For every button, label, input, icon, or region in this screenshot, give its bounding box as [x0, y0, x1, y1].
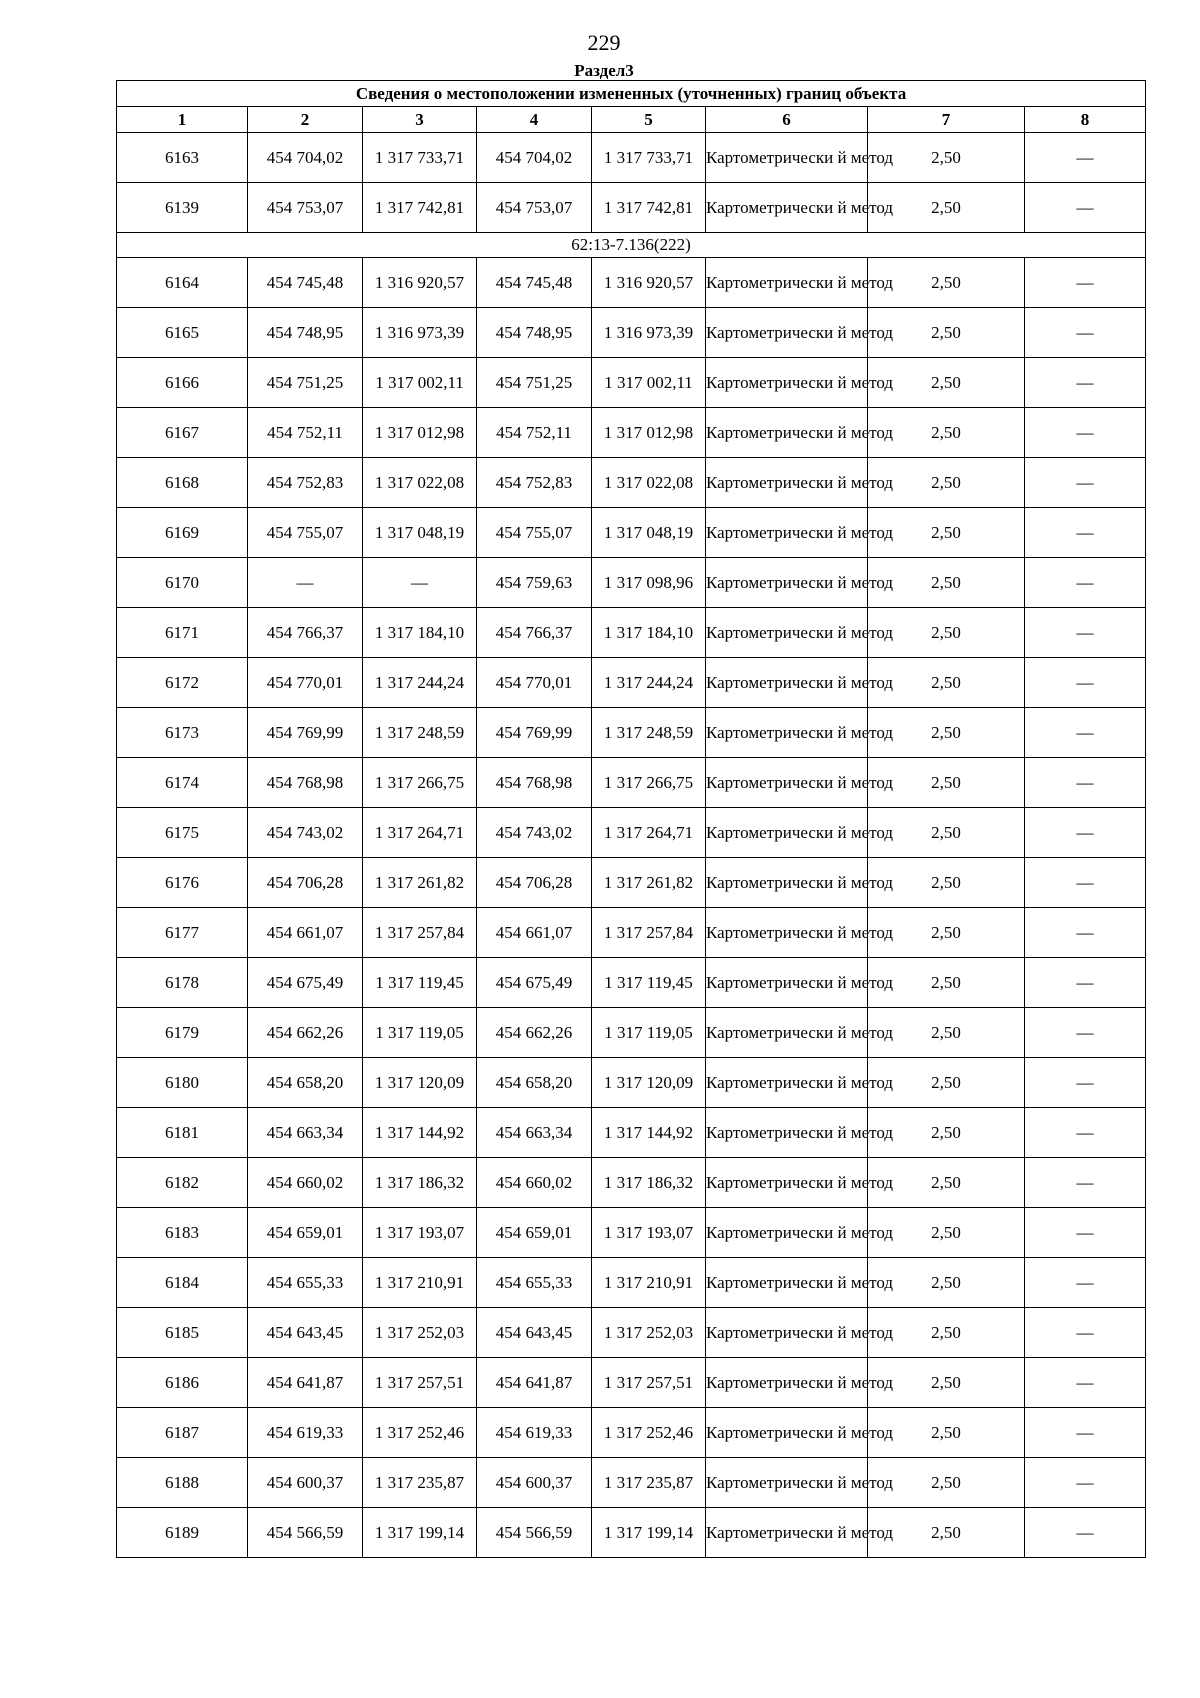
cell-col-4: 454 641,87 — [477, 1358, 592, 1408]
cell-col-2: 454 643,45 — [248, 1308, 363, 1358]
page-number: 229 — [587, 30, 621, 55]
cell-col-5: 1 317 252,03 — [592, 1308, 706, 1358]
column-number-3: 3 — [363, 107, 477, 133]
cell-col-2: 454 752,83 — [248, 458, 363, 508]
cell-col-6: Картометрически й метод — [706, 908, 868, 958]
table-row — [117, 1408, 1146, 1458]
cell-col-5: 1 317 144,92 — [592, 1108, 706, 1158]
cell-col-5: 1 317 264,71 — [592, 808, 706, 858]
table-title: Сведения о местоположении измененных (уточненных) границ объекта — [117, 81, 1146, 107]
column-number-1: 1 — [117, 107, 248, 133]
cell-col-5: 1 317 098,96 — [592, 558, 706, 608]
cell-col-3: 1 317 252,03 — [363, 1308, 477, 1358]
cell-col-2: 454 755,07 — [248, 508, 363, 558]
cell-col-6: Картометрически й метод — [706, 958, 868, 1008]
cell-col-2: 454 619,33 — [248, 1408, 363, 1458]
column-number-7: 7 — [868, 107, 1025, 133]
cell-col-7: 2,50 — [868, 908, 1025, 958]
cell-col-4: 454 675,49 — [477, 958, 592, 1008]
cell-col-8: — — [1025, 133, 1146, 183]
cell-col-8: — — [1025, 1208, 1146, 1258]
cell-col-2: — — [248, 558, 363, 608]
cell-col-3: 1 317 048,19 — [363, 508, 477, 558]
column-number-4: 4 — [477, 107, 592, 133]
cell-col-4: 454 659,01 — [477, 1208, 592, 1258]
cell-col-2: 454 662,26 — [248, 1008, 363, 1058]
cell-col-2: 454 566,59 — [248, 1508, 363, 1558]
cell-col-5: 1 316 920,57 — [592, 258, 706, 308]
table-row — [117, 1108, 1146, 1158]
cell-col-2: 454 745,48 — [248, 258, 363, 308]
cell-col-7: 2,50 — [868, 1108, 1025, 1158]
cell-col-5: 1 317 048,19 — [592, 508, 706, 558]
cell-col-3: 1 317 210,91 — [363, 1258, 477, 1308]
table-row — [117, 358, 1146, 408]
cell-col-6: Картометрически й метод — [706, 658, 868, 708]
cell-col-4: 454 770,01 — [477, 658, 592, 708]
cell-col-7: 2,50 — [868, 1058, 1025, 1108]
cell-col-8: — — [1025, 358, 1146, 408]
cell-col-7: 2,50 — [868, 1358, 1025, 1408]
cell-col-5: 1 317 252,46 — [592, 1408, 706, 1458]
cell-col-2: 454 751,25 — [248, 358, 363, 408]
cell-col-4: 454 743,02 — [477, 808, 592, 858]
cell-col-6: Картометрически й метод — [706, 1008, 868, 1058]
cell-col-1: 6182 — [117, 1158, 248, 1208]
table-row — [117, 958, 1146, 1008]
cell-col-1: 6180 — [117, 1058, 248, 1108]
table-row — [117, 908, 1146, 958]
cell-col-1: 6186 — [117, 1358, 248, 1408]
cell-col-4: 454 658,20 — [477, 1058, 592, 1108]
cell-col-1: 6166 — [117, 358, 248, 408]
cell-col-7: 2,50 — [868, 458, 1025, 508]
cell-col-8: — — [1025, 1458, 1146, 1508]
table-row — [117, 1058, 1146, 1108]
cell-col-6: Картометрически й метод — [706, 1458, 868, 1508]
cell-col-6: Картометрически й метод — [706, 458, 868, 508]
cell-col-6: Картометрически й метод — [706, 758, 868, 808]
table-row — [117, 258, 1146, 308]
cell-col-4: 454 748,95 — [477, 308, 592, 358]
cell-col-7: 2,50 — [868, 258, 1025, 308]
table-row — [117, 808, 1146, 858]
cell-col-7: 2,50 — [868, 358, 1025, 408]
cell-col-1: 6178 — [117, 958, 248, 1008]
cell-col-1: 6189 — [117, 1508, 248, 1558]
cell-col-8: — — [1025, 458, 1146, 508]
cell-col-3: 1 317 742,81 — [363, 183, 477, 233]
cell-col-2: 454 600,37 — [248, 1458, 363, 1508]
cell-col-7: 2,50 — [868, 1258, 1025, 1308]
cell-col-2: 454 753,07 — [248, 183, 363, 233]
cell-col-5: 1 317 742,81 — [592, 183, 706, 233]
table-row — [117, 608, 1146, 658]
cell-col-5: 1 317 119,05 — [592, 1008, 706, 1058]
cell-col-1: 6183 — [117, 1208, 248, 1258]
cell-col-5: 1 317 184,10 — [592, 608, 706, 658]
cell-col-8: — — [1025, 1308, 1146, 1358]
cell-col-3: 1 317 264,71 — [363, 808, 477, 858]
cell-col-4: 454 755,07 — [477, 508, 592, 558]
cell-col-6: Картометрически й метод — [706, 708, 868, 758]
cell-col-4: 454 619,33 — [477, 1408, 592, 1458]
cell-col-6: Картометрически й метод — [706, 1358, 868, 1408]
table-row — [117, 1208, 1146, 1258]
cell-col-5: 1 317 002,11 — [592, 358, 706, 408]
cell-col-2: 454 661,07 — [248, 908, 363, 958]
group-label: 62:13-7.136(222) — [117, 233, 1146, 258]
cell-col-6: Картометрически й метод — [706, 308, 868, 358]
table-row — [117, 408, 1146, 458]
cell-col-6: Картометрически й метод — [706, 133, 868, 183]
cell-col-8: — — [1025, 608, 1146, 658]
table-row — [117, 183, 1146, 233]
cell-col-8: — — [1025, 1108, 1146, 1158]
cell-col-5: 1 317 199,14 — [592, 1508, 706, 1558]
cell-col-7: 2,50 — [868, 408, 1025, 458]
cell-col-1: 6168 — [117, 458, 248, 508]
cell-col-2: 454 768,98 — [248, 758, 363, 808]
cell-col-2: 454 769,99 — [248, 708, 363, 758]
cell-col-6: Картометрически й метод — [706, 608, 868, 658]
cell-col-2: 454 706,28 — [248, 858, 363, 908]
cell-col-4: 454 751,25 — [477, 358, 592, 408]
cell-col-4: 454 752,83 — [477, 458, 592, 508]
cell-col-2: 454 752,11 — [248, 408, 363, 458]
cell-col-5: 1 317 257,84 — [592, 908, 706, 958]
cell-col-5: 1 317 012,98 — [592, 408, 706, 458]
cell-col-5: 1 317 266,75 — [592, 758, 706, 808]
cell-col-4: 454 600,37 — [477, 1458, 592, 1508]
cell-col-8: — — [1025, 258, 1146, 308]
group-header-row — [117, 233, 1146, 258]
cell-col-5: 1 317 022,08 — [592, 458, 706, 508]
cell-col-1: 6185 — [117, 1308, 248, 1358]
cell-col-3: 1 317 120,09 — [363, 1058, 477, 1108]
cell-col-3: 1 317 193,07 — [363, 1208, 477, 1258]
cell-col-4: 454 759,63 — [477, 558, 592, 608]
table-row — [117, 458, 1146, 508]
cell-col-6: Картометрически й метод — [706, 408, 868, 458]
cell-col-7: 2,50 — [868, 1458, 1025, 1508]
cell-col-8: — — [1025, 1258, 1146, 1308]
cell-col-1: 6172 — [117, 658, 248, 708]
cell-col-7: 2,50 — [868, 1008, 1025, 1058]
cell-col-2: 454 675,49 — [248, 958, 363, 1008]
cell-col-3: 1 317 266,75 — [363, 758, 477, 808]
cell-col-3: — — [363, 558, 477, 608]
cell-col-4: 454 706,28 — [477, 858, 592, 908]
cell-col-3: 1 317 199,14 — [363, 1508, 477, 1558]
cell-col-4: 454 769,99 — [477, 708, 592, 758]
cell-col-3: 1 317 733,71 — [363, 133, 477, 183]
boundary-coordinates-table — [116, 80, 1146, 1558]
cell-col-2: 454 766,37 — [248, 608, 363, 658]
cell-col-3: 1 317 022,08 — [363, 458, 477, 508]
cell-col-7: 2,50 — [868, 133, 1025, 183]
cell-col-1: 6169 — [117, 508, 248, 558]
table-row — [117, 308, 1146, 358]
cell-col-6: Картометрически й метод — [706, 508, 868, 558]
cell-col-7: 2,50 — [868, 658, 1025, 708]
cell-col-7: 2,50 — [868, 1408, 1025, 1458]
column-number-5: 5 — [592, 107, 706, 133]
cell-col-1: 6164 — [117, 258, 248, 308]
table-row — [117, 658, 1146, 708]
cell-col-3: 1 317 261,82 — [363, 858, 477, 908]
cell-col-4: 454 663,34 — [477, 1108, 592, 1158]
cell-col-3: 1 317 252,46 — [363, 1408, 477, 1458]
cell-col-1: 6175 — [117, 808, 248, 858]
table-row — [117, 708, 1146, 758]
cell-col-2: 454 655,33 — [248, 1258, 363, 1308]
cell-col-3: 1 317 119,05 — [363, 1008, 477, 1058]
cell-col-1: 6181 — [117, 1108, 248, 1158]
table-body — [117, 133, 1146, 1558]
cell-col-3: 1 317 002,11 — [363, 358, 477, 408]
cell-col-1: 6176 — [117, 858, 248, 908]
cell-col-8: — — [1025, 508, 1146, 558]
cell-col-8: — — [1025, 558, 1146, 608]
cell-col-6: Картометрически й метод — [706, 258, 868, 308]
cell-col-6: Картометрически й метод — [706, 1408, 868, 1458]
cell-col-8: — — [1025, 1508, 1146, 1558]
cell-col-3: 1 317 257,84 — [363, 908, 477, 958]
cell-col-7: 2,50 — [868, 1308, 1025, 1358]
cell-col-2: 454 704,02 — [248, 133, 363, 183]
table-row — [117, 558, 1146, 608]
cell-col-5: 1 317 120,09 — [592, 1058, 706, 1108]
cell-col-7: 2,50 — [868, 558, 1025, 608]
cell-col-1: 6179 — [117, 1008, 248, 1058]
cell-col-1: 6184 — [117, 1258, 248, 1308]
table-row — [117, 1258, 1146, 1308]
cell-col-7: 2,50 — [868, 858, 1025, 908]
cell-col-4: 454 662,26 — [477, 1008, 592, 1058]
cell-col-8: — — [1025, 183, 1146, 233]
cell-col-5: 1 317 248,59 — [592, 708, 706, 758]
column-number-row — [117, 107, 1146, 133]
cell-col-7: 2,50 — [868, 1208, 1025, 1258]
column-number-8: 8 — [1025, 107, 1146, 133]
cell-col-5: 1 317 210,91 — [592, 1258, 706, 1308]
cell-col-1: 6171 — [117, 608, 248, 658]
cell-col-1: 6187 — [117, 1408, 248, 1458]
cell-col-3: 1 317 257,51 — [363, 1358, 477, 1408]
cell-col-4: 454 643,45 — [477, 1308, 592, 1358]
cell-col-2: 454 660,02 — [248, 1158, 363, 1208]
cell-col-2: 454 748,95 — [248, 308, 363, 358]
cell-col-2: 454 641,87 — [248, 1358, 363, 1408]
cell-col-1: 6177 — [117, 908, 248, 958]
cell-col-8: — — [1025, 308, 1146, 358]
table-row — [117, 508, 1146, 558]
cell-col-5: 1 317 244,24 — [592, 658, 706, 708]
cell-col-1: 6173 — [117, 708, 248, 758]
cell-col-8: — — [1025, 1008, 1146, 1058]
cell-col-6: Картометрически й метод — [706, 1308, 868, 1358]
cell-col-6: Картометрически й метод — [706, 1258, 868, 1308]
cell-col-4: 454 655,33 — [477, 1258, 592, 1308]
cell-col-3: 1 317 235,87 — [363, 1458, 477, 1508]
cell-col-3: 1 317 244,24 — [363, 658, 477, 708]
cell-col-7: 2,50 — [868, 758, 1025, 808]
cell-col-8: — — [1025, 1158, 1146, 1208]
cell-col-6: Картометрически й метод — [706, 858, 868, 908]
cell-col-7: 2,50 — [868, 608, 1025, 658]
cell-col-6: Картометрически й метод — [706, 808, 868, 858]
cell-col-8: — — [1025, 808, 1146, 858]
cell-col-8: — — [1025, 408, 1146, 458]
cell-col-7: 2,50 — [868, 183, 1025, 233]
cell-col-8: — — [1025, 708, 1146, 758]
table-row — [117, 1008, 1146, 1058]
table-row — [117, 1158, 1146, 1208]
cell-col-5: 1 317 193,07 — [592, 1208, 706, 1258]
cell-col-6: Картометрически й метод — [706, 358, 868, 408]
cell-col-8: — — [1025, 1058, 1146, 1108]
cell-col-5: 1 317 261,82 — [592, 858, 706, 908]
cell-col-6: Картометрически й метод — [706, 1058, 868, 1108]
cell-col-8: — — [1025, 758, 1146, 808]
cell-col-4: 454 704,02 — [477, 133, 592, 183]
table-row — [117, 758, 1146, 808]
cell-col-1: 6188 — [117, 1458, 248, 1508]
cell-col-7: 2,50 — [868, 1158, 1025, 1208]
cell-col-3: 1 316 920,57 — [363, 258, 477, 308]
cell-col-1: 6174 — [117, 758, 248, 808]
cell-col-3: 1 317 119,45 — [363, 958, 477, 1008]
cell-col-7: 2,50 — [868, 708, 1025, 758]
cell-col-6: Картометрически й метод — [706, 1158, 868, 1208]
cell-col-7: 2,50 — [868, 308, 1025, 358]
section-label: Раздел3 — [574, 61, 634, 80]
cell-col-5: 1 317 235,87 — [592, 1458, 706, 1508]
cell-col-4: 454 753,07 — [477, 183, 592, 233]
cell-col-2: 454 658,20 — [248, 1058, 363, 1108]
cell-col-3: 1 317 184,10 — [363, 608, 477, 658]
cell-col-8: — — [1025, 1358, 1146, 1408]
cell-col-4: 454 766,37 — [477, 608, 592, 658]
cell-col-3: 1 316 973,39 — [363, 308, 477, 358]
cell-col-2: 454 770,01 — [248, 658, 363, 708]
cell-col-8: — — [1025, 1408, 1146, 1458]
cell-col-7: 2,50 — [868, 508, 1025, 558]
cell-col-4: 454 566,59 — [477, 1508, 592, 1558]
cell-col-1: 6139 — [117, 183, 248, 233]
cell-col-1: 6167 — [117, 408, 248, 458]
cell-col-6: Картометрически й метод — [706, 183, 868, 233]
table-row — [117, 1358, 1146, 1408]
column-number-6: 6 — [706, 107, 868, 133]
cell-col-5: 1 317 186,32 — [592, 1158, 706, 1208]
cell-col-5: 1 316 973,39 — [592, 308, 706, 358]
cell-col-6: Картометрически й метод — [706, 1208, 868, 1258]
cell-col-2: 454 663,34 — [248, 1108, 363, 1158]
cell-col-5: 1 317 257,51 — [592, 1358, 706, 1408]
cell-col-4: 454 752,11 — [477, 408, 592, 458]
cell-col-5: 1 317 733,71 — [592, 133, 706, 183]
cell-col-8: — — [1025, 858, 1146, 908]
cell-col-3: 1 317 186,32 — [363, 1158, 477, 1208]
cell-col-6: Картометрически й метод — [706, 1108, 868, 1158]
cell-col-4: 454 660,02 — [477, 1158, 592, 1208]
table-row — [117, 1508, 1146, 1558]
cell-col-8: — — [1025, 958, 1146, 1008]
table-row — [117, 858, 1146, 908]
column-number-2: 2 — [248, 107, 363, 133]
cell-col-5: 1 317 119,45 — [592, 958, 706, 1008]
cell-col-4: 454 768,98 — [477, 758, 592, 808]
cell-col-3: 1 317 012,98 — [363, 408, 477, 458]
cell-col-8: — — [1025, 658, 1146, 708]
cell-col-7: 2,50 — [868, 958, 1025, 1008]
cell-col-1: 6170 — [117, 558, 248, 608]
cell-col-3: 1 317 144,92 — [363, 1108, 477, 1158]
cell-col-4: 454 745,48 — [477, 258, 592, 308]
cell-col-7: 2,50 — [868, 1508, 1025, 1558]
table-row — [117, 1458, 1146, 1508]
cell-col-1: 6165 — [117, 308, 248, 358]
table-row — [117, 1308, 1146, 1358]
cell-col-7: 2,50 — [868, 808, 1025, 858]
cell-col-4: 454 661,07 — [477, 908, 592, 958]
cell-col-8: — — [1025, 908, 1146, 958]
cell-col-3: 1 317 248,59 — [363, 708, 477, 758]
cell-col-2: 454 659,01 — [248, 1208, 363, 1258]
table-row — [117, 133, 1146, 183]
cell-col-1: 6163 — [117, 133, 248, 183]
cell-col-2: 454 743,02 — [248, 808, 363, 858]
cell-col-6: Картометрически й метод — [706, 1508, 868, 1558]
cell-col-6: Картометрически й метод — [706, 558, 868, 608]
